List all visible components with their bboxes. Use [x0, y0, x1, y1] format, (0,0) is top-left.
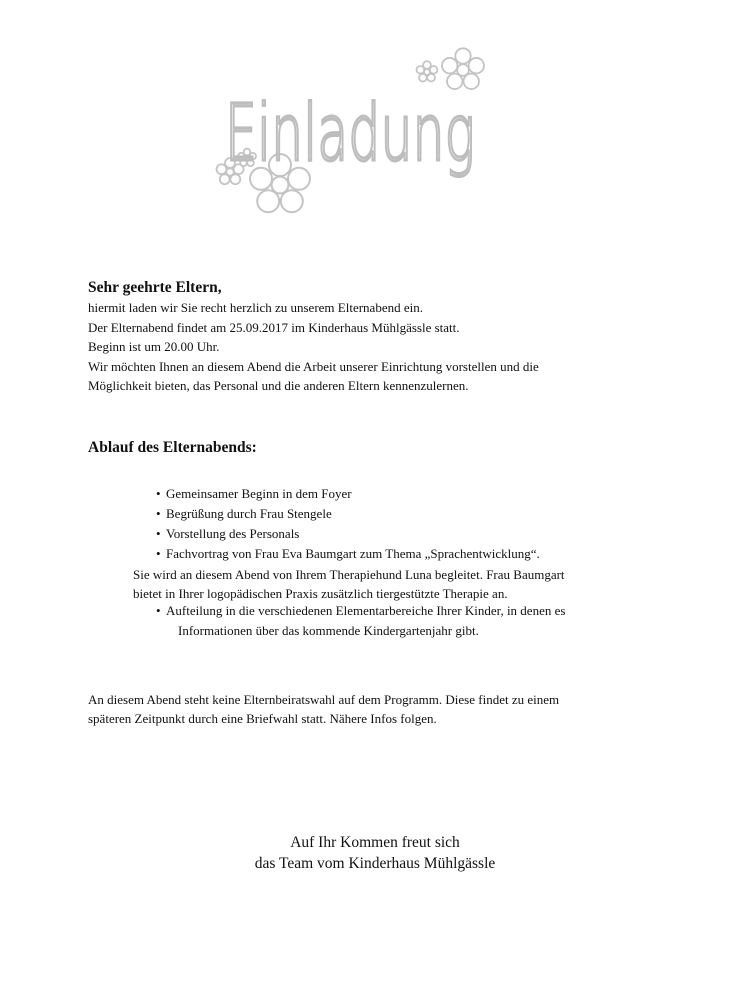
greeting-line: Beginn ist um 20.00 Uhr. [88, 339, 220, 354]
footnote-line: An diesem Abend steht keine Elternbeiratswahl auf dem Programm. Diese findet zu einem [88, 692, 560, 707]
agenda-item [156, 504, 332, 523]
salutation: Sehr geehrte Eltern, [88, 279, 222, 296]
einladung-logo-graphic [205, 40, 495, 225]
bullet-icon: • [156, 546, 161, 561]
agenda-item [156, 524, 299, 543]
footnote [88, 690, 688, 728]
agenda-note-line: Sie wird an diesem Abend von Ihrem Therapiehund Luna begleitet. Frau Baumgart [133, 567, 565, 582]
closing-line: Auf Ihr Kommen freut sich [290, 834, 460, 851]
einladung-logo-text: Einladung [225, 89, 475, 179]
greeting-line: hiermit laden wir Sie recht herzlich zu unserem Elternabend ein. [88, 300, 423, 315]
bullet-icon: • [156, 506, 161, 521]
einladung-logo [205, 40, 495, 225]
agenda-item-text: Begrüßung durch Frau Stengele [166, 506, 332, 521]
greeting-section [88, 278, 688, 396]
greeting-line: Wir möchten Ihnen an diesem Abend die Arbeit unserer Einrichtung vorstellen und die [88, 358, 539, 374]
bullet-icon: • [156, 526, 161, 541]
greeting-line: Möglichkeit bieten, das Personal und die anderen Eltern kennenzulernen. [88, 378, 469, 393]
agenda-title: Ablauf des Elternabends: [88, 439, 257, 456]
agenda-item [156, 484, 352, 503]
agenda-item-continuation: Informationen über das kommende Kindergartenjahr gibt. [178, 623, 479, 638]
agenda-item-text: Fachvortrag von Frau Eva Baumgart zum Thema „Sprachentwicklung“. [166, 546, 540, 561]
agenda-item-text: Gemeinsamer Beginn in dem Foyer [166, 486, 352, 501]
bullet-icon: • [156, 486, 161, 501]
greeting-line: Der Elternabend findet am 25.09.2017 im Kinderhaus Mühlgässle statt. [88, 319, 460, 335]
agenda-note-line: bietet in Ihrer logopädischen Praxis zusätzlich tiergestützte Therapie an. [133, 585, 508, 601]
agenda-item [156, 544, 540, 563]
agenda-item-text: Vorstellung des Personals [166, 526, 300, 541]
agenda-item [156, 601, 565, 620]
bullet-icon: • [156, 603, 161, 618]
footnote-line: späteren Zeitpunkt durch eine Briefwahl statt. Nähere Infos folgen. [88, 711, 437, 726]
closing [175, 832, 575, 874]
agenda-note [133, 566, 653, 603]
top-small-flower-icon [417, 61, 438, 81]
agenda-item-text: Aufteilung in die verschiedenen Elementarbereiche Ihrer Kinder, in denen es [166, 603, 566, 618]
top-flower-icon [442, 48, 484, 89]
closing-line: das Team vom Kinderhaus Mühlgässle [254, 855, 496, 872]
